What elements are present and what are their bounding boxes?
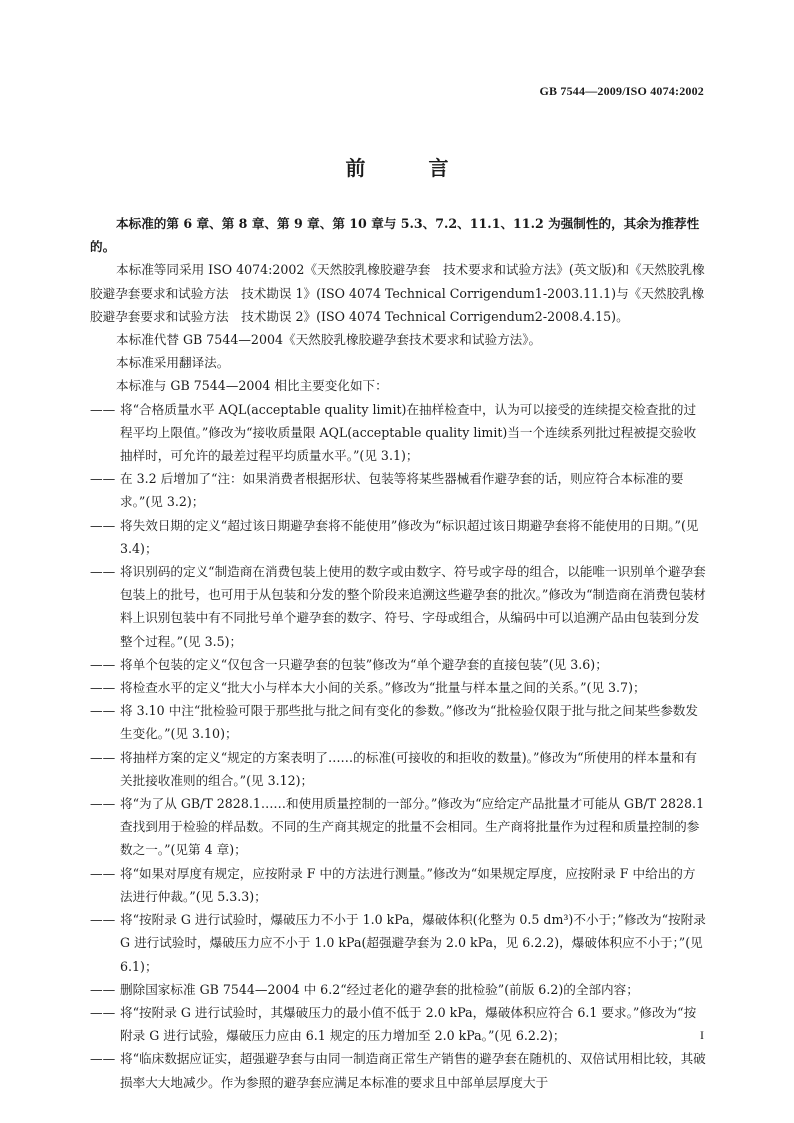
- list-item: [90, 978, 706, 1001]
- dash-marker: ——: [90, 1004, 116, 1020]
- dash-marker: ——: [90, 1051, 116, 1067]
- list-item-text: 将失效日期的定义“超过该日期避孕套将不能使用”修改为“标识超过该日期避孕套将不能使用的日期。”(见 3.4)；: [120, 517, 699, 556]
- dash-marker: ——: [90, 471, 116, 487]
- list-item: [90, 699, 706, 745]
- page-number: I: [700, 1028, 704, 1042]
- list-item-text: 将“如果对厚度有规定，应按附录 F 中的方法进行测量。”修改为“如果规定厚度，应按附录 F 中给出的方法进行仲裁。”(见 5.3.3)；: [120, 865, 696, 904]
- list-item-text: 将“为了从 GB/T 2828.1……和使用质量控制的一部分。”修改为“应给定产品批量才可能从 GB/T 2828.1 查找到用于检验的样品数。不同的生产商其规定的批量不会相同。生产商将批量作为过程和质量控制的参数之一。”(见第 4 章)；: [120, 796, 705, 858]
- list-item-text: 将“按附录 G 进行试验时，爆破压力不小于 1.0 kPa，爆破体积(化整为 0.5 dm³)不小于；”修改为“按附录 G 进行试验时，爆破压力应不小于 1.0 kPa(超强避孕套为 2.0 kPa，见 6.2.2)，爆破体积应不小于；”(见 6.1)；: [120, 912, 706, 974]
- list-item: [90, 514, 706, 560]
- dash-marker: ——: [90, 912, 116, 928]
- list-item-text: 删除国家标准 GB 7544—2004 中 6.2“经过老化的避孕套的批检验”(前版 6.2)的全部内容；: [120, 981, 639, 997]
- list-item: [90, 746, 706, 792]
- page-title: 前 言: [345, 156, 477, 180]
- adoption-paragraph: 本标准等同采用 ISO 4074:2002《天然胶乳橡胶避孕套 技术要求和试验方法》(英文版)和《天然胶乳橡胶避孕套要求和试验方法 技术勘误 1》(ISO 4074 Technical Corrigendum1-2003.11.1)与《天然胶乳橡胶避孕套要求和试验方法 技术勘误 2》(ISO 4074 Technical Corrigendum2-2008.4.15)。: [90, 262, 705, 324]
- list-item: [90, 467, 706, 513]
- list-item-text: 将抽样方案的定义“规定的方案表明了……的标准(可接收的和拒收的数量)。”修改为“所使用的样本量和有关批接收准则的组合。”(见 3.12)；: [120, 749, 697, 788]
- list-item-text: 将识别码的定义“制造商在消费包装上使用的数字或由数字、符号或字母的组合，以能唯一识别单个避孕套包装上的批号，也可用于从包装和分发的整个阶段来追溯这些避孕套的批次。”修改为“制造商在消费包装材料上识别包装中有不同批号单个避孕套的数字、符号、字母或组合，从编码中可以追溯产品由包装到分发整个过程。”(见 3.5)；: [120, 564, 706, 649]
- list-item: [90, 1001, 706, 1047]
- replacement-paragraph: 本标准代替 GB 7544—2004《天然胶乳橡胶避孕套技术要求和试验方法》。: [116, 332, 542, 348]
- mandatory-clause-paragraph: 本标准的第 6 章、第 8 章、第 9 章、第 10 章与 5.3、7.2、11.1、11.2 为强制性的，其余为推荐性的。: [90, 216, 700, 255]
- list-item-text: 将“按附录 G 进行试验时，其爆破压力的最小值不低于 2.0 kPa，爆破体积应符合 6.1 要求。”修改为“按附录 G 进行试验，爆破压力应由 6.1 规定的压力增加至 2.0 kPa。”(见 6.2.2)；: [120, 1004, 697, 1044]
- translation-method-paragraph: 本标准采用翻译法。: [116, 355, 230, 371]
- dash-marker: ——: [90, 401, 116, 417]
- list-item-text: 将“合格质量水平 AQL(acceptable quality limit)在抽样检查中，认为可以接受的连续提交检查批的过程平均上限值。”修改为“接收质量限 AQL(acceptable quality limit)当一个连续系列批过程被提交验收抽样时，可允许的最差过程平均质量水平。”(见 3.1)；: [120, 401, 697, 464]
- list-item: [90, 653, 706, 676]
- dash-marker: ——: [90, 865, 116, 881]
- list-item: [90, 862, 706, 908]
- dash-marker: ——: [90, 517, 116, 533]
- dash-marker: ——: [90, 749, 116, 765]
- dash-marker: ——: [90, 680, 116, 696]
- changes-intro-paragraph: 本标准与 GB 7544—2004 相比主要变化如下：: [116, 378, 388, 394]
- list-item-text: 在 3.2 后增加了“注：如果消费者根据形状、包装等将某些器械看作避孕套的话，则应符合本标准的要求。”(见 3.2)；: [120, 471, 684, 510]
- list-item: [90, 398, 706, 468]
- document-body: [90, 212, 706, 1094]
- standard-code: GB 7544—2009/ISO 4074:2002: [539, 84, 704, 98]
- list-item: [90, 908, 706, 978]
- list-item-text: 将检查水平的定义“批大小与样本大小间的关系。”修改为“批量与样本量之间的关系。”(见 3.7)；: [120, 680, 646, 696]
- dash-marker: ——: [90, 656, 116, 672]
- dash-marker: ——: [90, 981, 116, 997]
- list-item-text: 将“临床数据应证实，超强避孕套与由同一制造商正常生产销售的避孕套在随机的、双倍试用相比较，其破损率大大地减少。作为参照的避孕套应满足本标准的要求且中部单层厚度大于: [120, 1051, 706, 1090]
- list-item: [90, 676, 706, 699]
- list-item: [90, 560, 706, 653]
- list-item-text: 将 3.10 中注“批检验可限于那些批与批之间有变化的参数。”修改为“批检验仅限于批与批之间某些参数发生变化。”(见 3.10)；: [120, 703, 698, 742]
- dash-marker: ——: [90, 564, 116, 580]
- dash-marker: ——: [90, 703, 116, 719]
- list-item: [90, 792, 706, 862]
- list-item: [90, 1047, 706, 1093]
- dash-marker: ——: [90, 796, 116, 812]
- list-item-text: 将单个包装的定义“仅包含一只避孕套的包装”修改为“单个避孕套的直接包装”(见 3.6)；: [120, 656, 608, 672]
